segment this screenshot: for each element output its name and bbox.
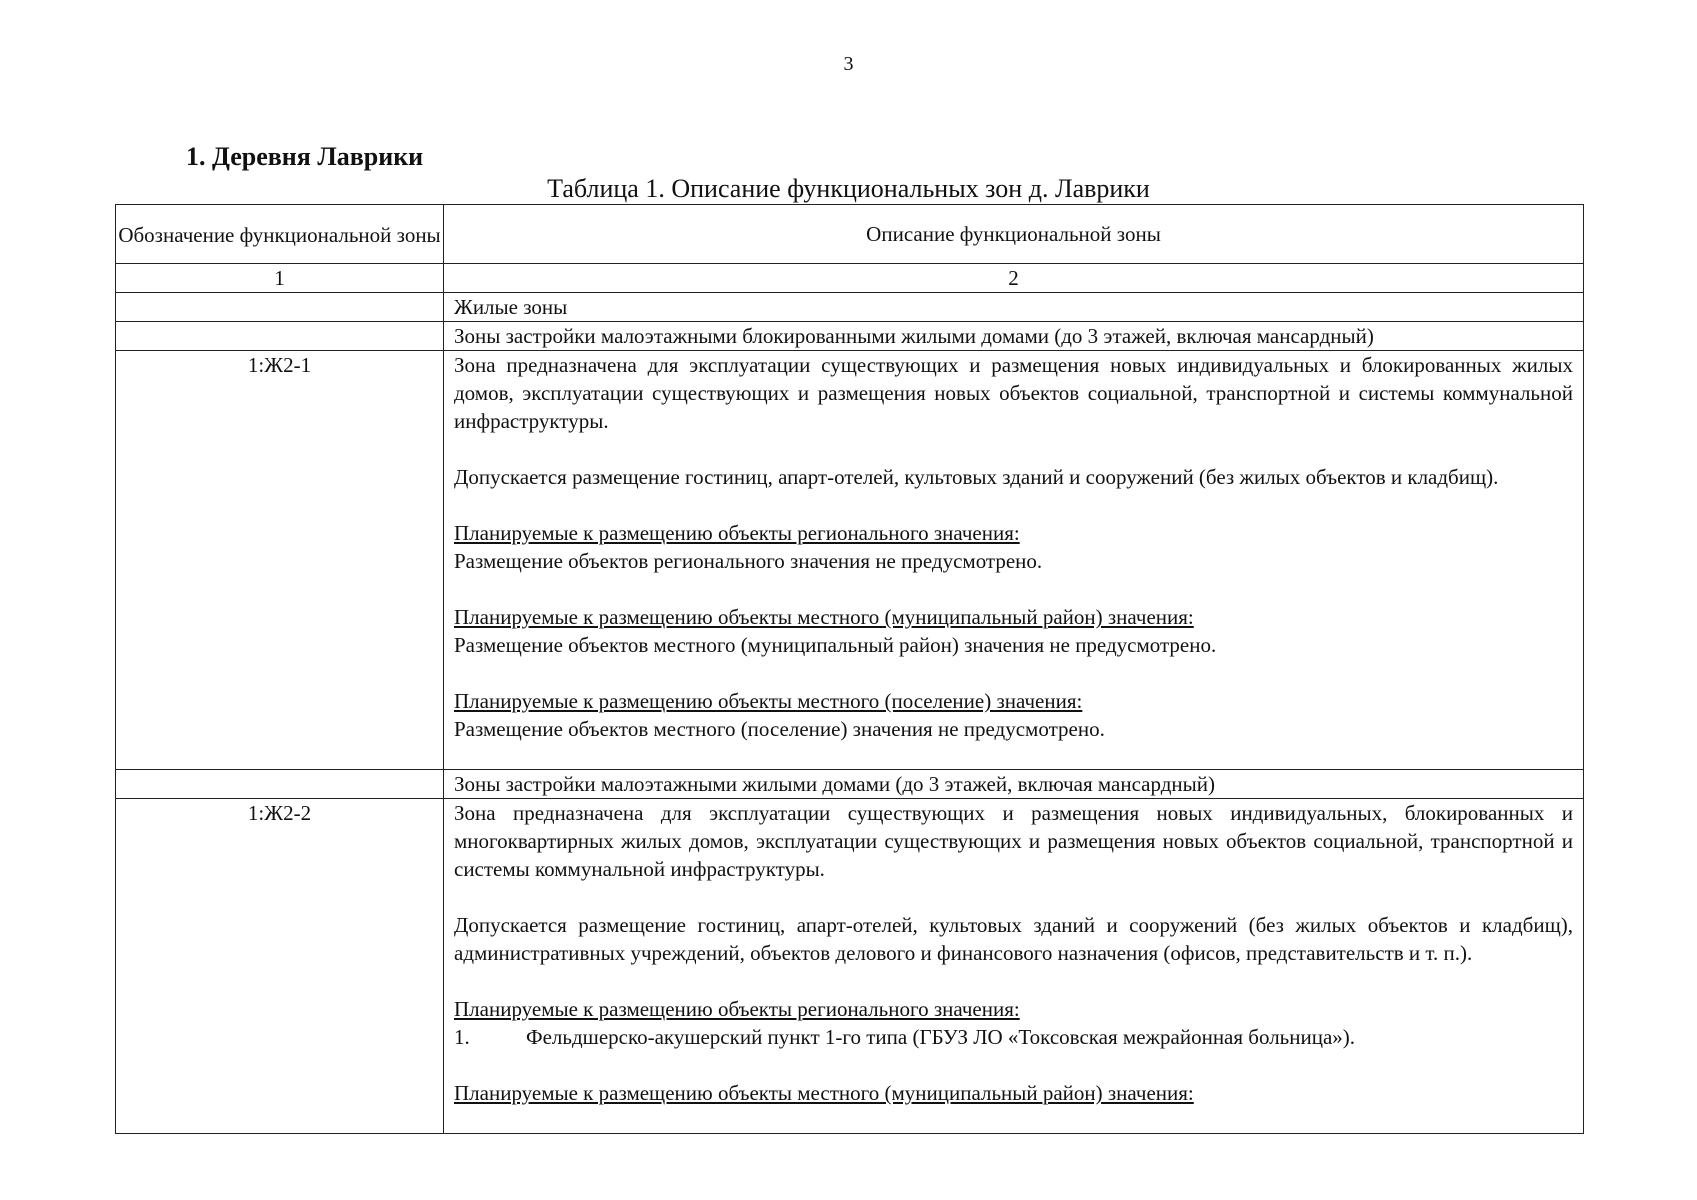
table-header-row [116,205,1584,264]
district-objects-text: Размещение объектов местного (муниципальный район) значения не предусмотрено. [454,633,1217,657]
category-row [116,293,1584,322]
settlement-objects-heading: Планируемые к размещению объекты местного (поселение) значения: [454,689,1083,713]
group-title-lowrise-housing: Зоны застройки малоэтажными жилыми домами (до 3 этажей, включая мансардный) [444,770,1584,799]
zone-row-zh2-1 [116,351,1584,770]
district-objects-heading: Планируемые к размещению объекты местного (муниципальный район) значения: [454,605,1194,629]
regional-objects-heading: Планируемые к размещению объекты регионального значения: [454,521,1020,545]
column-number-1: 1 [116,264,444,293]
list-item-number: 1. [454,1025,470,1049]
zone-allowed-uses: Допускается размещение гостиниц, апарт-отелей, культовых зданий и сооружений (без жилых объектов и кладбищ), административных учреждений, объектов делового и финансового назначения (офисов, представительств и т. п.). [454,913,1573,965]
empty-cell [116,322,444,351]
header-zone-description: Описание функциональной зоны [444,205,1584,264]
settlement-objects-text: Размещение объектов местного (поселение) значения не предусмотрено. [454,717,1105,741]
category-residential: Жилые зоны [444,293,1584,322]
regional-objects-heading: Планируемые к размещению объекты регионального значения: [454,997,1020,1021]
page-number: 3 [843,53,854,75]
column-number-row [116,264,1584,293]
zone-code: 1:Ж2-1 [116,351,444,770]
zone-code: 1:Ж2-2 [116,799,444,1134]
zone-purpose: Зона предназначена для эксплуатации существующих и размещения новых индивидуальных, блокированных и многоквартирных жилых домов, эксплуатации существующих и размещения новых объектов социальной, транспортной и системы коммунальной инфраструктуры. [454,801,1573,881]
list-item-text: Фельдшерско-акушерский пункт 1-го типа (ГБУЗ ЛО «Токсовская межрайонная больница»). [526,1025,1356,1049]
zone-description [444,351,1584,770]
district-objects-heading: Планируемые к размещению объекты местного (муниципальный район) значения: [454,1081,1194,1105]
zone-purpose: Зона предназначена для эксплуатации существующих и размещения новых индивидуальных и блокированных жилых домов, эксплуатации существующих и размещения новых объектов социальной, транспортной и системы коммунальной инфраструктуры. [454,353,1573,433]
zone-allowed-uses: Допускается размещение гостиниц, апарт-отелей, культовых зданий и сооружений (без жилых объектов и кладбищ). [454,465,1499,489]
list-item [454,1023,1573,1051]
group-row [116,770,1584,799]
group-title-blocked-housing: Зоны застройки малоэтажными блокированными жилыми домами (до 3 этажей, включая мансардный) [444,322,1584,351]
section-title: 1. Деревня Лаврики [186,142,424,171]
zone-row-zh2-2 [116,799,1584,1134]
group-row [116,322,1584,351]
empty-cell [116,770,444,799]
column-number-2: 2 [444,264,1584,293]
empty-cell [116,293,444,322]
table-caption: Таблица 1. Описание функциональных зон д. Лаврики [547,174,1150,203]
functional-zones-table [115,204,1584,1134]
regional-objects-text: Размещение объектов регионального значения не предусмотрено. [454,549,1043,573]
zone-description [444,799,1584,1134]
header-zone-designation: Обозначение функциональной зоны [116,205,444,264]
